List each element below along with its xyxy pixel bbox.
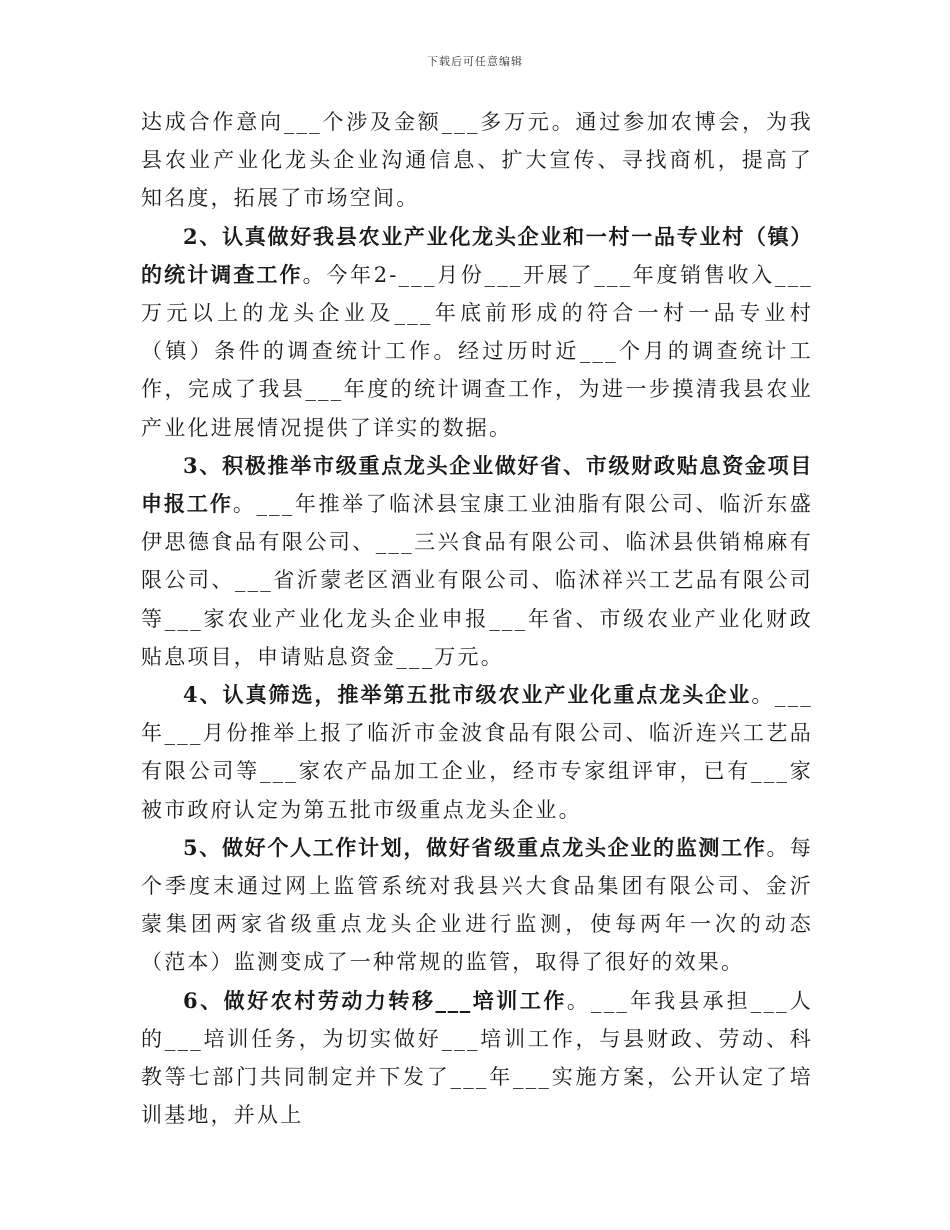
paragraph-fifth-batch bbox=[141, 676, 813, 829]
paragraph-heading: 6、做好农村劳动力转移___培训工作 bbox=[183, 987, 567, 1013]
document-body bbox=[141, 103, 813, 1134]
paragraph-text: 。每个季度末通过网上监管系统对我县兴大食品集团有限公司、金沂蒙集团两家省级重点龙头企业进行监测，使每两年一次的动态（范本）监测变成了一种常规的监管，取得了很好的效果。 bbox=[141, 835, 813, 975]
paragraph-heading: 2、认真做好我县农业产业化龙头企业和一村一品专业村（镇）的统计调查工作 bbox=[141, 223, 813, 287]
paragraph-labor-training bbox=[141, 982, 813, 1135]
paragraph-heading: 3、积极推举市级重点龙头企业做好省、市级财政贴息资金项目申报工作 bbox=[141, 452, 813, 517]
paragraph-text: 。___年___月份推举上报了临沂市金波食品有限公司、临沂连兴工艺品有限公司等___家农产品加工企业，经市专家组评审，已有___家被市政府认定为第五批市级重点龙头企业。 bbox=[141, 683, 814, 822]
paragraph-continuation bbox=[141, 103, 813, 218]
paragraph-statistics-survey bbox=[141, 218, 813, 447]
paragraph-text: 。___年推举了临沭县宝康工业油脂有限公司、临沂东盛伊思德食品有限公司、___三兴食品有限公司、临沭县供销棉麻有限公司、___省沂蒙老区酒业有限公司、临沭祥兴工艺品有限公司等___家农业产业化龙头企业申报___年省、市级农业产业化财政贴息项目，申请贴息资金___万元。 bbox=[141, 492, 813, 669]
paragraph-heading: 4、认真筛选，推举第五批市级农业产业化重点龙头企业 bbox=[183, 682, 752, 708]
paragraph-text: 达成合作意向___个涉及金额___多万元。通过参加农博会，为我县农业产业化龙头企业沟通信息、扩大宣传、寻找商机，提高了知名度，拓展了市场空间。 bbox=[141, 110, 813, 211]
paragraph-heading: 5、做好个人工作计划，做好省级重点龙头企业的监测工作 bbox=[183, 834, 767, 860]
paragraph-text: 。今年2-___月份___开展了___年度销售收入___万元以上的龙头企业及___年底前形成的符合一村一品专业村（镇）条件的调查统计工作。经过历时近___个月的调查统计工作，完成了我县___年度的统计调查工作，为进一步摸清我县农业产业化进展情况提供了详实的数据。 bbox=[141, 262, 813, 440]
paragraph-subsidy-application bbox=[141, 447, 813, 676]
paragraph-monitoring bbox=[141, 829, 813, 982]
download-edit-note: 下载后可任意编辑 bbox=[427, 55, 523, 68]
paragraph-text: 。___年我县承担___人的___培训任务，为切实做好___培训工作，与县财政、劳动、科教等七部门共同制定并下发了___年___实施方案，公开认定了培训基地，并从上 bbox=[141, 988, 813, 1128]
